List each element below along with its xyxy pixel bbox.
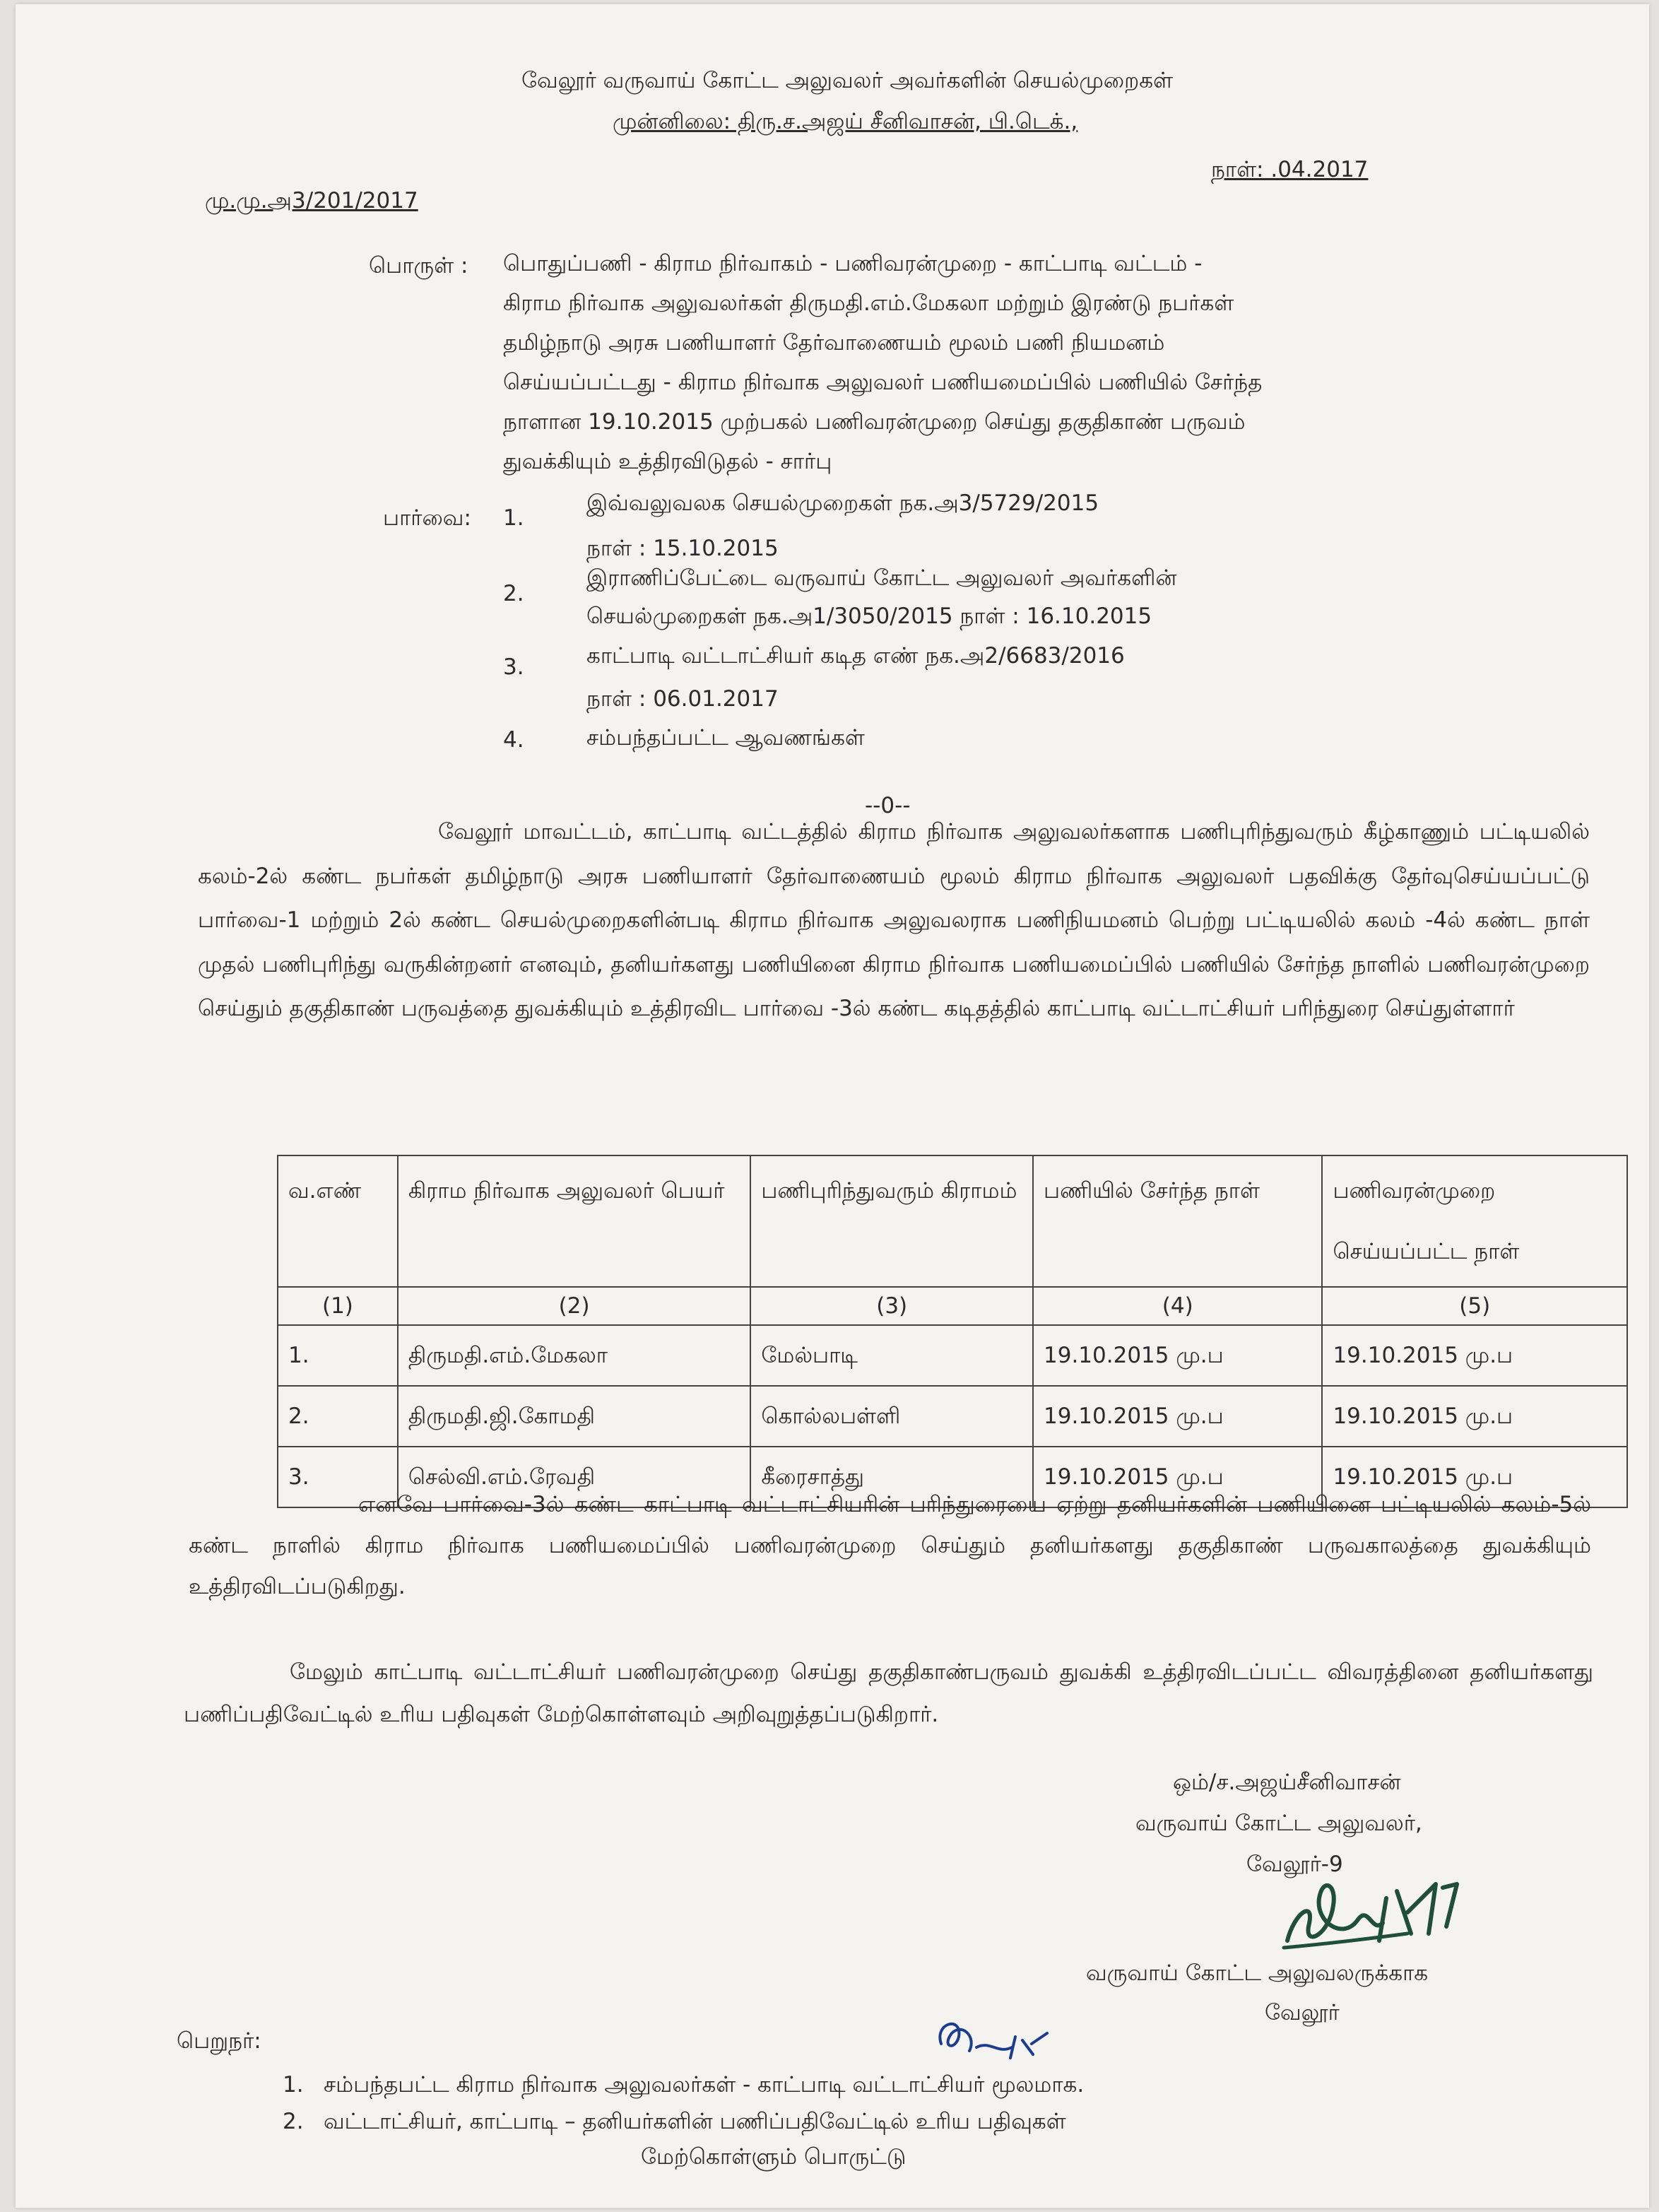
recipient-text-2-cont: மேற்கொள்ளும் பொருட்டு <box>641 2144 907 2170</box>
table-header-row <box>278 1155 1627 1287</box>
table-cell: 19.10.2015 மு.ப <box>1322 1386 1627 1447</box>
document-date: நாள்: .04.2017 <box>1211 157 1369 182</box>
table-row <box>278 1325 1627 1386</box>
table-cell: மேல்பாடி <box>750 1325 1033 1386</box>
column-number: (5) <box>1322 1287 1627 1325</box>
body-paragraph-1: வேலூர் மாவட்டம், காட்பாடி வட்டத்தில் கிராம நிர்வாக அலுவலர்களாக பணிபுரிந்துவரும் கீழ்காணும் பட்டியலில் கலம்-2ல் கண்ட நபர்கள் தமிழ்நாடு அரசு பணியாளர் தேர்வாணையம் மூலம் கிராம நிர்வாக அலுவலர் பதவிக்கு தேர்வுசெய்யப்பட்டு பார்வை-1 மற்றும் 2ல் கண்ட செயல்முறைகளின்படி கிராம நிர்வாக அலுவலராக பணிநியமனம் பெற்று பட்டியலில் கலம் -4ல் கண்ட நாள் முதல் பணிபுரிந்து வருகின்றனர் எனவும், தனியர்களது பணியினை கிராம நிர்வாக பணியமைப்பில் பணியில் சேர்ந்த நாளில் பணிவரன்முறை செய்தும் தகுதிகாண் பருவத்தை துவக்கியும் உத்திரவிட பார்வை -3ல் கண்ட கடிதத்தில் காட்பாடி வட்டாட்சியர் பரிந்துரை செய்துள்ளார் <box>198 819 1590 1021</box>
table-cell: திருமதி.ஜி.கோமதி <box>398 1386 750 1447</box>
reference-text-2a: இராணிப்பேட்டை வருவாய் கோட்ட அலுவலர் அவர்களின் <box>586 565 1177 591</box>
table-cell: கொல்லபள்ளி <box>750 1386 1033 1447</box>
reference-number-2: 2. <box>503 581 524 606</box>
table-cell: 19.10.2015 மு.ப <box>1322 1447 1627 1507</box>
reference-text-1a: இவ்வலுவலக செயல்முறைகள் நக.அ3/5729/2015 <box>586 490 1099 516</box>
presiding-officer: முன்னிலை: திரு.ச.அஜய் சீனிவாசன், பி.டெக்., <box>613 109 1078 134</box>
recipient-text-2: வட்டாட்சியர், காட்பாடி – தனியர்களின் பணிப்பதிவேட்டில் உரிய பதிவுகள் <box>324 2109 1066 2134</box>
handwritten-signature-icon <box>1266 1856 1464 1962</box>
table-header: கிராம நிர்வாக அலுவலர் பெயர் <box>398 1155 750 1287</box>
table-row <box>278 1386 1627 1447</box>
table-column-number-row <box>278 1287 1627 1325</box>
table-header: பணியில் சேர்ந்த நாள் <box>1033 1155 1322 1287</box>
reference-number-3: 3. <box>503 654 524 680</box>
column-number: (1) <box>278 1287 398 1325</box>
subject-label: பொருள் : <box>369 253 468 278</box>
table-cell: 19.10.2015 மு.ப <box>1033 1386 1322 1447</box>
table-header: பணிவரன்முறை செய்யப்பட்ட நாள் <box>1322 1155 1627 1287</box>
signing-for: வருவாய் கோட்ட அலுவலருக்காக <box>1086 1960 1429 1986</box>
table-cell: செல்வி.எம்.ரேவதி <box>398 1447 750 1507</box>
table-header: வ.எண் <box>278 1155 398 1287</box>
reference-text-2b: செயல்முறைகள் நக.அ1/3050/2015 நாள் : 16.10.2015 <box>586 604 1152 629</box>
separator: --0-- <box>865 793 911 818</box>
office-title: வேலூர் வருவாய் கோட்ட அலுவலர் அவர்களின் செயல்முறைகள் <box>521 68 1174 93</box>
signatory-designation: வருவாய் கோட்ட அலுவலர், <box>1135 1811 1422 1836</box>
document-sheet <box>16 4 1649 2208</box>
subject-line: நாளான 19.10.2015 முற்பகல் பணிவரன்முறை செய்து தகுதிகாண் பருவம் <box>503 409 1246 435</box>
signatory-name: ஒம்/ச.அஜய்சீனிவாசன் <box>1173 1770 1401 1795</box>
subject-line: கிராம நிர்வாக அலுவலர்கள் திருமதி.எம்.மேகலா மற்றும் இரண்டு நபர்கள் <box>503 290 1234 316</box>
recipient-number-1: 1. <box>283 2072 304 2098</box>
reference-text-1b: நாள் : 15.10.2015 <box>586 536 779 561</box>
column-number: (2) <box>398 1287 750 1325</box>
subject-line: செய்யப்பட்டது - கிராம நிர்வாக அலுவலர் பணியமைப்பில் பணியில் சேர்ந்த <box>503 370 1263 395</box>
signing-for-place: வேலூர் <box>1265 2000 1340 2025</box>
table-cell: 3. <box>278 1447 398 1507</box>
reference-number-1: 1. <box>503 505 524 531</box>
references-label: பார்வை: <box>383 505 471 531</box>
reference-number-4: 4. <box>503 727 524 753</box>
subject-line: தமிழ்நாடு அரசு பணியாளர் தேர்வாணையம் மூலம் பணி நியமனம் <box>503 330 1165 355</box>
table-header: பணிபுரிந்துவரும் கிராமம் <box>750 1155 1033 1287</box>
table-cell: 19.10.2015 மு.ப <box>1033 1325 1322 1386</box>
column-number: (4) <box>1033 1287 1322 1325</box>
reference-text-3b: நாள் : 06.01.2017 <box>586 686 779 712</box>
initial-signature-icon <box>927 2008 1054 2072</box>
table-cell: 19.10.2015 மு.ப <box>1322 1325 1627 1386</box>
table-cell: 2. <box>278 1386 398 1447</box>
reference-number: மு.மு.அ3/201/2017 <box>205 188 418 213</box>
table-cell: திருமதி.எம்.மேகலா <box>398 1325 750 1386</box>
reference-text-3a: காட்பாடி வட்டாட்சியர் கடித எண் நக.அ2/6683/2016 <box>586 643 1125 669</box>
body-paragraph-3: மேலும் காட்பாடி வட்டாட்சியர் பணிவரன்முறை செய்து தகுதிகாண்பருவம் துவக்கி உத்திரவிடப்பட்ட விவரத்தினை தனியர்களது பணிப்பதிவேட்டில் உரிய பதிவுகள் மேற்கொள்ளவும் அறிவுறுத்தப்படுகிறார். <box>184 1659 1593 1727</box>
subject-line: பொதுப்பணி - கிராம நிர்வாகம் - பணிவரன்முறை - காட்பாடி வட்டம் - <box>503 251 1203 276</box>
table-cell: 1. <box>278 1325 398 1386</box>
body-paragraph-2: எனவே பார்வை-3ல் கண்ட காட்பாடி வட்டாட்சியரின் பரிந்துரையை ஏற்று தனியர்களின் பணியினை பட்டியலில் கலம்-5ல் கண்ட நாளில் கிராம நிர்வாக பணியமைப்பில் பணிவரன்முறை செய்தும் தனியர்களது தகுதிகாண் பருவகாலத்தை துவக்கியும் உத்திரவிடப்படுகிறது. <box>189 1492 1591 1599</box>
column-number: (3) <box>750 1287 1033 1325</box>
reference-text-4: சம்பந்தப்பட்ட ஆவணங்கள் <box>586 725 865 751</box>
subject-text <box>503 244 1471 481</box>
recipient-text-1: சம்பந்தபட்ட கிராம நிர்வாக அலுவலர்கள் - காட்பாடி வட்டாட்சியர் மூலமாக. <box>324 2072 1085 2098</box>
table-cell: கீரைசாத்து <box>750 1447 1033 1507</box>
recipient-number-2: 2. <box>283 2109 304 2134</box>
vao-table <box>277 1155 1628 1508</box>
recipients-label: பெறுநர்: <box>177 2028 261 2054</box>
signatory-place: வேலூர்-9 <box>1246 1852 1343 1877</box>
subject-line: துவக்கியும் உத்திரவிடுதல் - சார்பு <box>503 449 832 474</box>
table-cell: 19.10.2015 மு.ப <box>1033 1447 1322 1507</box>
